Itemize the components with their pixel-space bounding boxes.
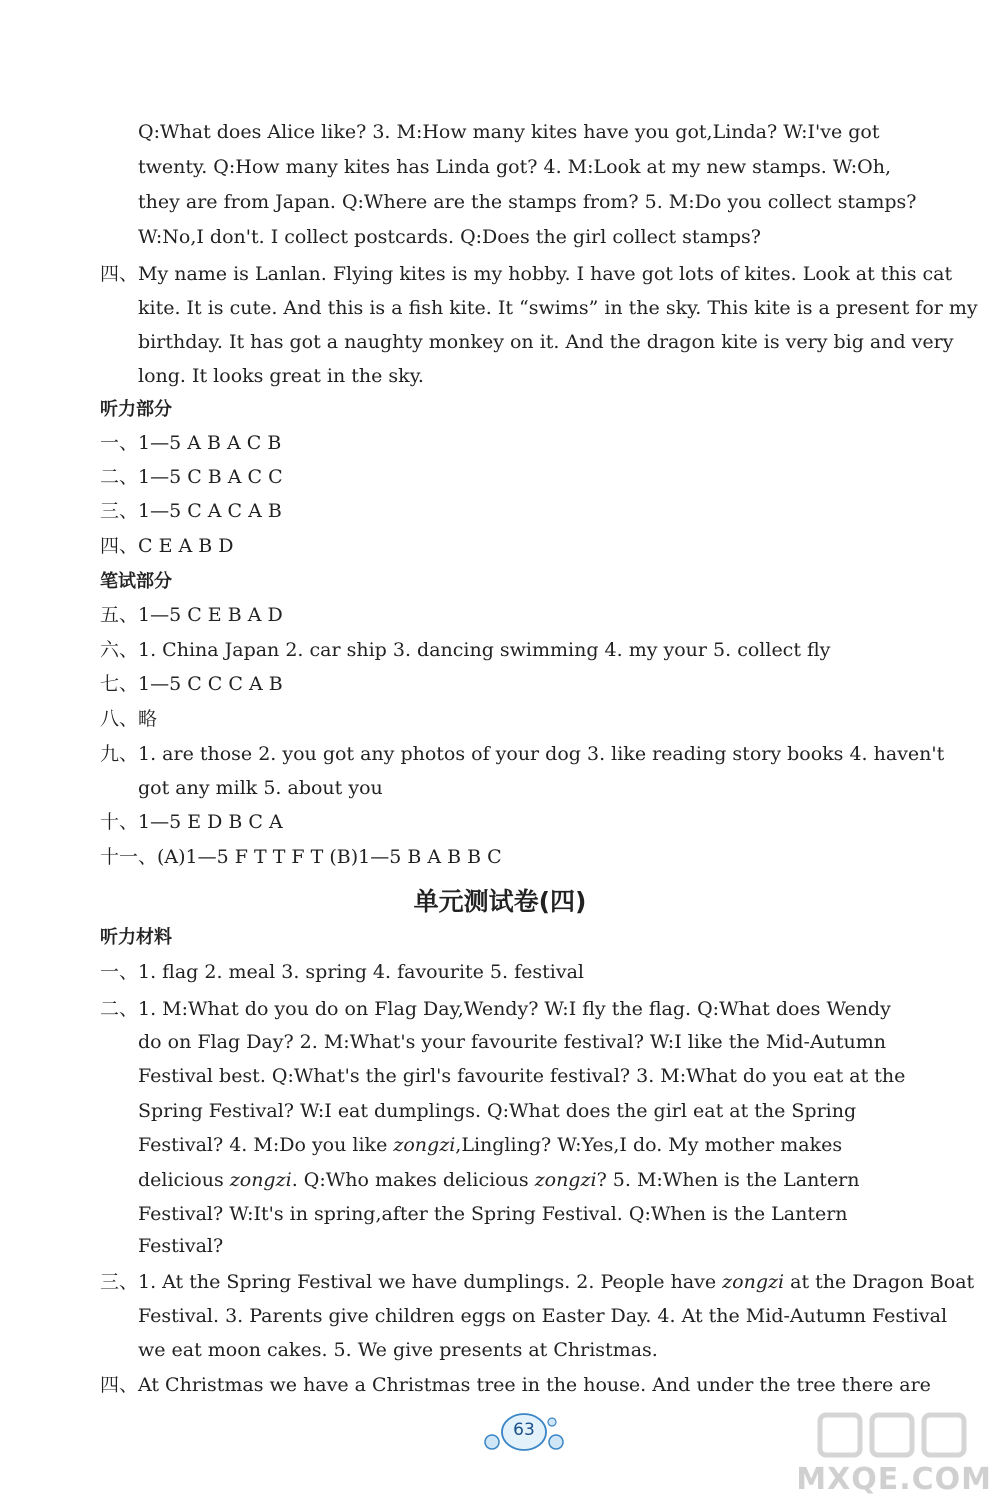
material-line: 四、At Christmas we have a Christmas tree in the house. And under the tree there are — [100, 1374, 931, 1396]
watermark-text: MXQE.COM — [796, 1462, 992, 1497]
answer-line: 六、1. China Japan 2. car ship 3. dancing swimming 4. my your 5. collect fly — [100, 639, 831, 661]
section-label: 三、 — [100, 1271, 139, 1293]
passage-line: 四、My name is Lanlan. Flying kites is my hobby. I have got lots of kites. Look at this cat — [100, 257, 960, 291]
passage-line: kite. It is cute. And this is a fish kite. It “swims” in the sky. This kite is a present for my — [138, 297, 978, 319]
answer-line: 七、1—5 C C C A B — [100, 673, 283, 695]
material-line: Festival? — [138, 1235, 224, 1257]
material-line: 三、1. At the Spring Festival we have dumplings. 2. People have zongzi at the Dragon Boat — [100, 1265, 960, 1299]
text-line: twenty. Q:How many kites has Linda got? 4. M:Look at my new stamps. W:Oh, — [138, 156, 891, 178]
material-line: Spring Festival? W:I eat dumplings. Q:What does the girl eat at the Spring — [138, 1100, 857, 1122]
answer-line: got any milk 5. about you — [138, 777, 383, 799]
section-heading-listening: 听力部分 — [100, 399, 172, 420]
material-line: Festival? W:It's in spring,after the Spring Festival. Q:When is the Lantern — [138, 1203, 848, 1225]
page-number-badge — [482, 1408, 566, 1458]
section-heading-written: 笔试部分 — [100, 571, 172, 592]
text-line: Q:What does Alice like? 3. M:How many kites have you got,Linda? W:I've got — [138, 121, 880, 143]
answer-line: 二、1—5 C B A C C — [100, 466, 283, 488]
passage-line: birthday. It has got a naughty monkey on it. And the dragon kite is very big and very — [138, 331, 954, 353]
answer-line: 一、1—5 A B A C B — [100, 432, 282, 454]
material-line: do on Flag Day? 2. M:What's your favourite festival? W:I like the Mid-Autumn — [138, 1031, 887, 1053]
passage-line: long. It looks great in the sky. — [138, 365, 424, 387]
section-label: 二、 — [100, 998, 139, 1020]
material-line: Festival. 3. Parents give children eggs on Easter Day. 4. At the Mid-Autumn Festival — [138, 1305, 948, 1327]
page-number: 63 — [513, 1420, 535, 1440]
answer-line: 五、1—5 C E B A D — [100, 604, 283, 626]
answer-line: 九、1. are those 2. you got any photos of your dog 3. like reading story books 4. haven't — [100, 743, 945, 765]
material-line: Festival? 4. M:Do you like zongzi,Lingling? W:Yes,I do. My mother makes — [138, 1134, 843, 1156]
answer-line: 四、C E A B D — [100, 535, 234, 557]
material-line: Festival best. Q:What's the girl's favourite festival? 3. M:What do you eat at the — [138, 1065, 906, 1087]
answer-line: 三、1—5 C A C A B — [100, 500, 282, 522]
material-line: we eat moon cakes. 5. We give presents at Christmas. — [138, 1339, 658, 1361]
unit-title: 单元测试卷(四) — [413, 887, 587, 916]
text-line: they are from Japan. Q:Where are the stamps from? 5. M:Do you collect stamps? — [138, 191, 917, 213]
answer-line: 十、1—5 E D B C A — [100, 811, 283, 833]
section-heading-material: 听力材料 — [100, 927, 172, 948]
text-line: W:No,I don't. I collect postcards. Q:Does the girl collect stamps? — [138, 226, 761, 248]
material-line: delicious zongzi. Q:Who makes delicious zongzi? 5. M:When is the Lantern — [138, 1169, 860, 1191]
material-line: 一、1. flag 2. meal 3. spring 4. favourite 5. festival — [100, 961, 584, 983]
answer-line: 八、略 — [100, 708, 158, 730]
answer-line: 十一、(A)1—5 F T T F T (B)1—5 B A B B C — [100, 846, 502, 868]
section-label: 四、 — [100, 263, 139, 285]
material-line: 二、1. M:What do you do on Flag Day,Wendy? W:I fly the flag. Q:What does Wendy — [100, 992, 960, 1026]
